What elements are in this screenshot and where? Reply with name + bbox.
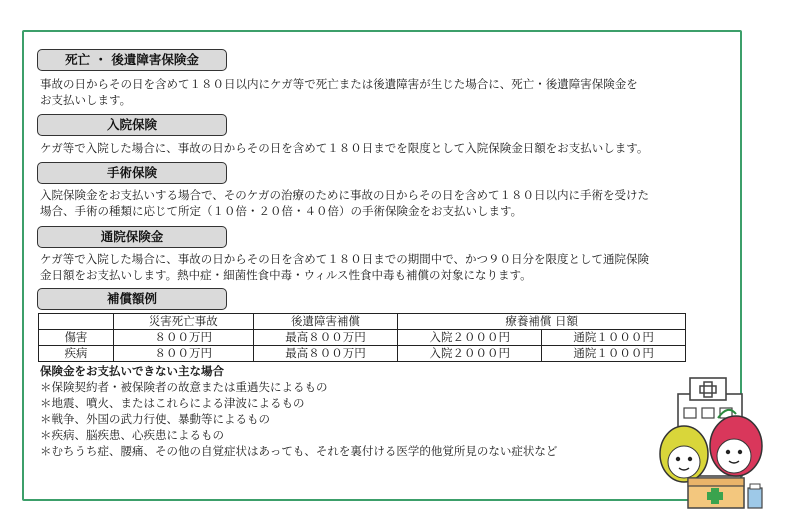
yellow-mascot-icon	[660, 426, 708, 482]
table-row-label: 傷害	[39, 330, 114, 346]
section-text-outpatient	[40, 251, 730, 283]
section-text-hospitalization	[40, 140, 730, 156]
medicine-bottle-icon	[748, 484, 762, 508]
section-header-death-disability: 死亡 ・ 後遺障害保険金	[37, 49, 227, 71]
text-line: 入院保険金をお支払いする場合で、そのケガの治療のために事故の日からその日を含めて１８０日以内に手術を受けた	[40, 188, 650, 202]
section-header-surgery: 手術保険	[37, 162, 227, 184]
table-row	[39, 346, 686, 362]
text-line: 事故の日からその日を含めて１８０日以内にケガ等で死亡または後遺障害が生じた場合に、死亡・後遺障害保険金を	[40, 77, 638, 91]
exclusions-block	[40, 364, 700, 459]
text-line: 金日額をお支払いします。熱中症・細菌性食中毒・ウィルス性食中毒も補償の対象になります。	[40, 268, 532, 282]
table-cell: 最高８００万円	[253, 346, 398, 362]
list-item: ＊むちうち症、腰痛、その他の自覚症状はあっても、それを裏付ける医学的他覚所見のない症状など	[40, 444, 558, 458]
first-aid-box-icon	[688, 478, 744, 508]
section-text-death-disability	[40, 76, 730, 108]
section-header-outpatient: 通院保険金	[37, 226, 227, 248]
text-line: ケガ等で入院した場合に、事故の日からその日を含めて１８０日までの期間中で、かつ９０日分を限度として通院保険	[40, 252, 650, 266]
table-header-cell: 後遺障害補償	[253, 314, 398, 330]
table-cell: ８００万円	[113, 330, 253, 346]
table-header-row	[39, 314, 686, 330]
exclusions-title: 保険金をお支払いできない主な場合	[40, 364, 224, 378]
text-line: お支払いします。	[40, 93, 132, 107]
list-item: ＊地震、噴火、またはこれらによる津波によるもの	[40, 396, 305, 410]
table-cell: 通院１０００円	[542, 330, 686, 346]
text-line: ケガ等で入院した場合に、事故の日からその日を含めて１８０日までを限度として入院保険金日額をお支払いします。	[40, 141, 649, 155]
table-cell: 入院２０００円	[398, 330, 542, 346]
section-header-hospitalization: 入院保険	[37, 114, 227, 136]
table-cell: 最高８００万円	[253, 330, 398, 346]
table-cell: 通院１０００円	[542, 346, 686, 362]
exclusions-list	[40, 379, 700, 459]
list-item: ＊保険契約者・被保険者の故意または重過失によるもの	[40, 380, 328, 394]
section-text-surgery	[40, 187, 730, 219]
table-header-cell: 療養補償 日額	[398, 314, 686, 330]
hospital-mascot-illustration	[640, 374, 780, 516]
table-cell: 入院２０００円	[398, 346, 542, 362]
section-header-compensation-examples: 補償額例	[37, 288, 227, 310]
table-cell: ８００万円	[113, 346, 253, 362]
compensation-table	[38, 313, 686, 362]
table-row	[39, 330, 686, 346]
table-header-cell: 災害死亡事故	[113, 314, 253, 330]
table-header-cell	[39, 314, 114, 330]
text-line: 場合、手術の種類に応じて所定（１０倍・２０倍・４０倍）の手術保険金をお支払いします。	[40, 204, 523, 218]
table-row-label: 疾病	[39, 346, 114, 362]
list-item: ＊戦争、外国の武力行使、暴動等によるもの	[40, 412, 270, 426]
list-item: ＊疾病、脳疾患、心疾患によるもの	[40, 428, 224, 442]
